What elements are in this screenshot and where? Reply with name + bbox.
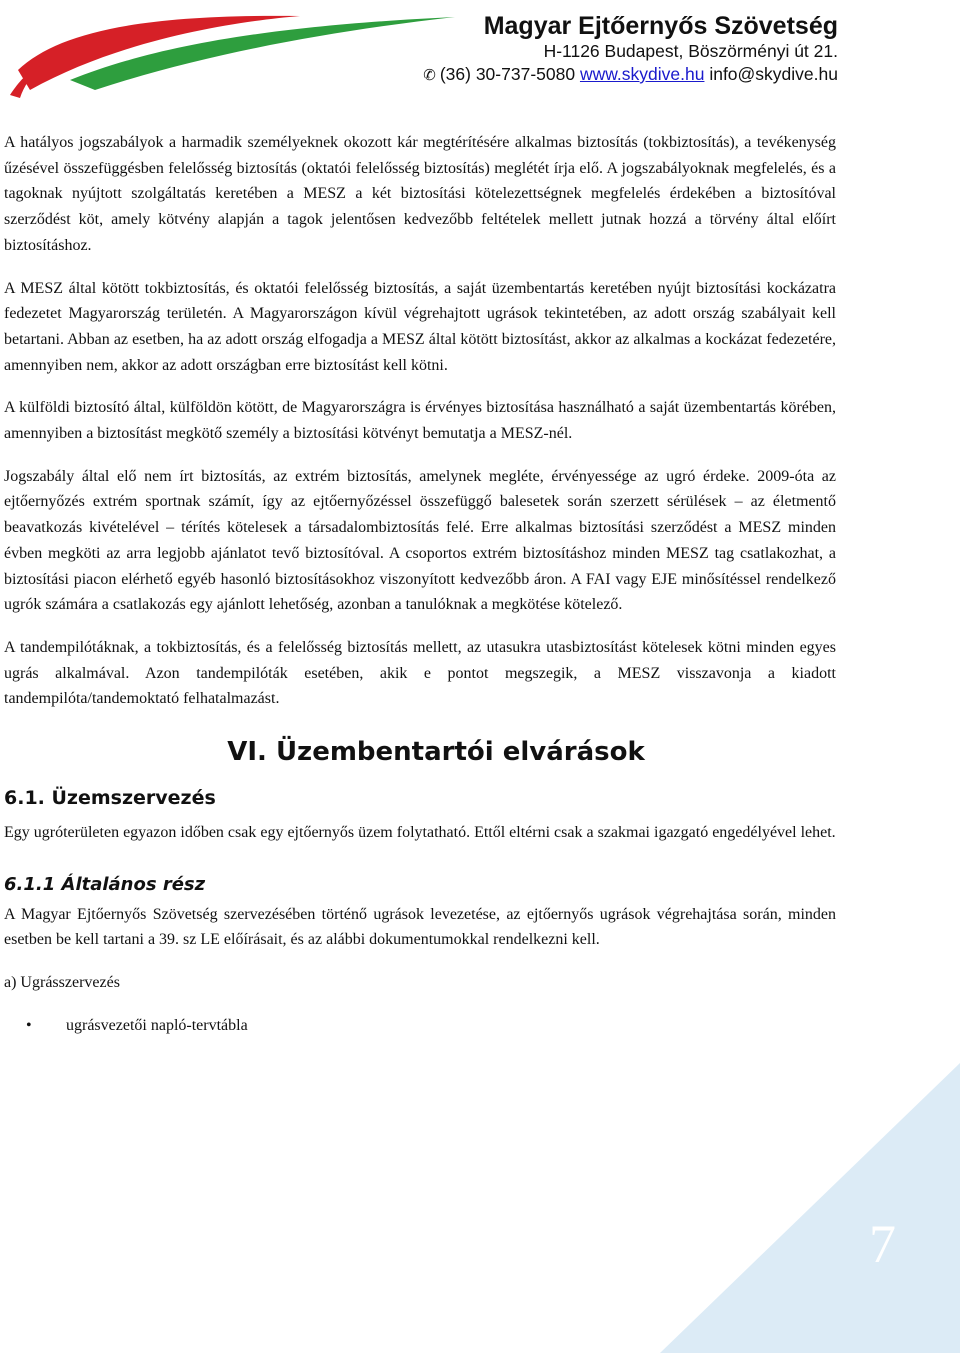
page-number: 7 [869, 1214, 896, 1274]
page-header [0, 0, 960, 100]
phone-icon: ✆ [423, 67, 436, 84]
section-heading-6-1: 6.1. Üzemszervezés [4, 787, 216, 810]
paragraph-extreme-insurance: Jogszabály által elő nem írt biztosítás, az extrém biztosítás, amelynek megléte, érvényessége az ugró érdeke. 2009-óta az ejtőernyőzés extrém sportnak számít, így az ejtőernyőzéssel összefüggő balesetek során szerzett sérülések – az életmentő beavatkozás kivételével – térítés kötelesek a társadalombiztosítás felé. Erre alkalmas biztosítási szerződést a MESZ minden évben megköti az arra legjobb ajánlatot tevő biztosítóval. A csoportos extrém biztosításhoz minden MESZ tag csatlakozhat, a biztosítási piacon elérhető egyéb hasonló biztosításokhoz viszonyított kedvezőbb áron. A FAI vagy EJE minősítéssel rendelkező ugrók számára a csatlakozás egy ajánlott lehetőség, azonban a tanulóknak a megkötése kötelező. [4, 467, 836, 614]
mesz-logo-swoosh [0, 0, 470, 100]
paragraph-general-requirements: A Magyar Ejtőernyős Szövetség szervezésében történő ugrások levezetése, az ejtőernyős ugrások végrehajtása során, minden esetben be kell tartani a 39. sz LE előírásait, és az alábbi dokumentumokkal rendelkezni kell. [4, 905, 836, 949]
paragraph-liability-insurance: A hatályos jogszabályok a harmadik személyeknek okozott kár megtérítésére alkalmas biztosítás (tokbiztosítás), a tevékenység űzésével összefüggésben felelősség biztosítás (oktatói felelősség biztosítás) meglétét írja elő. A jogszabályoknak megfelelés, és a tagoknak nyújtott szolgáltatás keretében a MESZ a két biztosítási kötelezettségnek megfelelés érdekében a biztosítóval szerződést köt, amely kötvény alapján a tagok jelentősen kedvezőbb feltételek mellett jutnak hozzá a törvény által előírt biztosításhoz. [4, 134, 836, 254]
organization-info [423, 12, 838, 87]
bullet-list [4, 1013, 836, 1039]
phone-number: (36) 30-737-5080 [439, 64, 576, 84]
paragraph-mesz-coverage: A MESZ által kötött tokbiztosítás, és oktatói felelősség biztosítás, a saját üzembentartás keretében nyújt biztosítási kockázatra fedezetet Magyarország területén. A Magyarországon kívül végrehajtott ugrások tekintetében, az adott ország szabályait kell betartani. Abban az esetben, ha az adott ország elfogadja a MESZ által kötött biztosítást, akkor az alkalmas a kockázat fedezetére, amennyiben nem, akkor az adott országban erre biztosítást kell kötni. [4, 279, 836, 374]
bullet-icon: • [26, 1016, 32, 1034]
list-heading-jump-organization: a) Ugrásszervezés [4, 974, 120, 992]
email-address: info@skydive.hu [709, 64, 838, 84]
section-heading-6-1-1: 6.1.1 Általános rész [4, 873, 206, 895]
section-heading-vi: VI. Üzembentartói elvárások [227, 737, 645, 768]
list-item-text: ugrásvezetői napló-tervtábla [66, 1016, 248, 1034]
organization-name: Magyar Ejtőernyős Szövetség [483, 12, 838, 40]
paragraph-single-operation: Egy ugróterületen egyazon időben csak egy ejtőernyős üzem folytatható. Ettől eltérni csak a szakmai igazgató engedélyével lehet. [4, 824, 836, 842]
organization-contact [423, 63, 838, 87]
document-body [4, 130, 836, 1039]
paragraph-foreign-insurance: A külföldi biztosító által, külföldön kötött, de Magyarországra is érvényes biztosítása használható a saját üzembentartás körében, amennyiben a biztosítást megkötő személy a biztosítási kötvényt bemutatja a MESZ-nél. [4, 399, 836, 443]
page-corner-decoration [660, 1063, 960, 1353]
organization-address: H-1126 Budapest, Böszörményi út 21. [543, 41, 838, 61]
list-item [26, 1013, 836, 1039]
website-link[interactable]: www.skydive.hu [579, 64, 705, 84]
paragraph-tandem-pilots: A tandempilótáknak, a tokbiztosítás, és a felelősség biztosítás mellett, az utasukra utasbiztosítást kötelesek kötni minden egyes ugrás alkalmával. Azon tandempilóták esetében, akik e pontot megszegik, a MESZ visszavonja a kiadott tandempilóta/tandemoktató felhatalmazást. [4, 638, 836, 708]
